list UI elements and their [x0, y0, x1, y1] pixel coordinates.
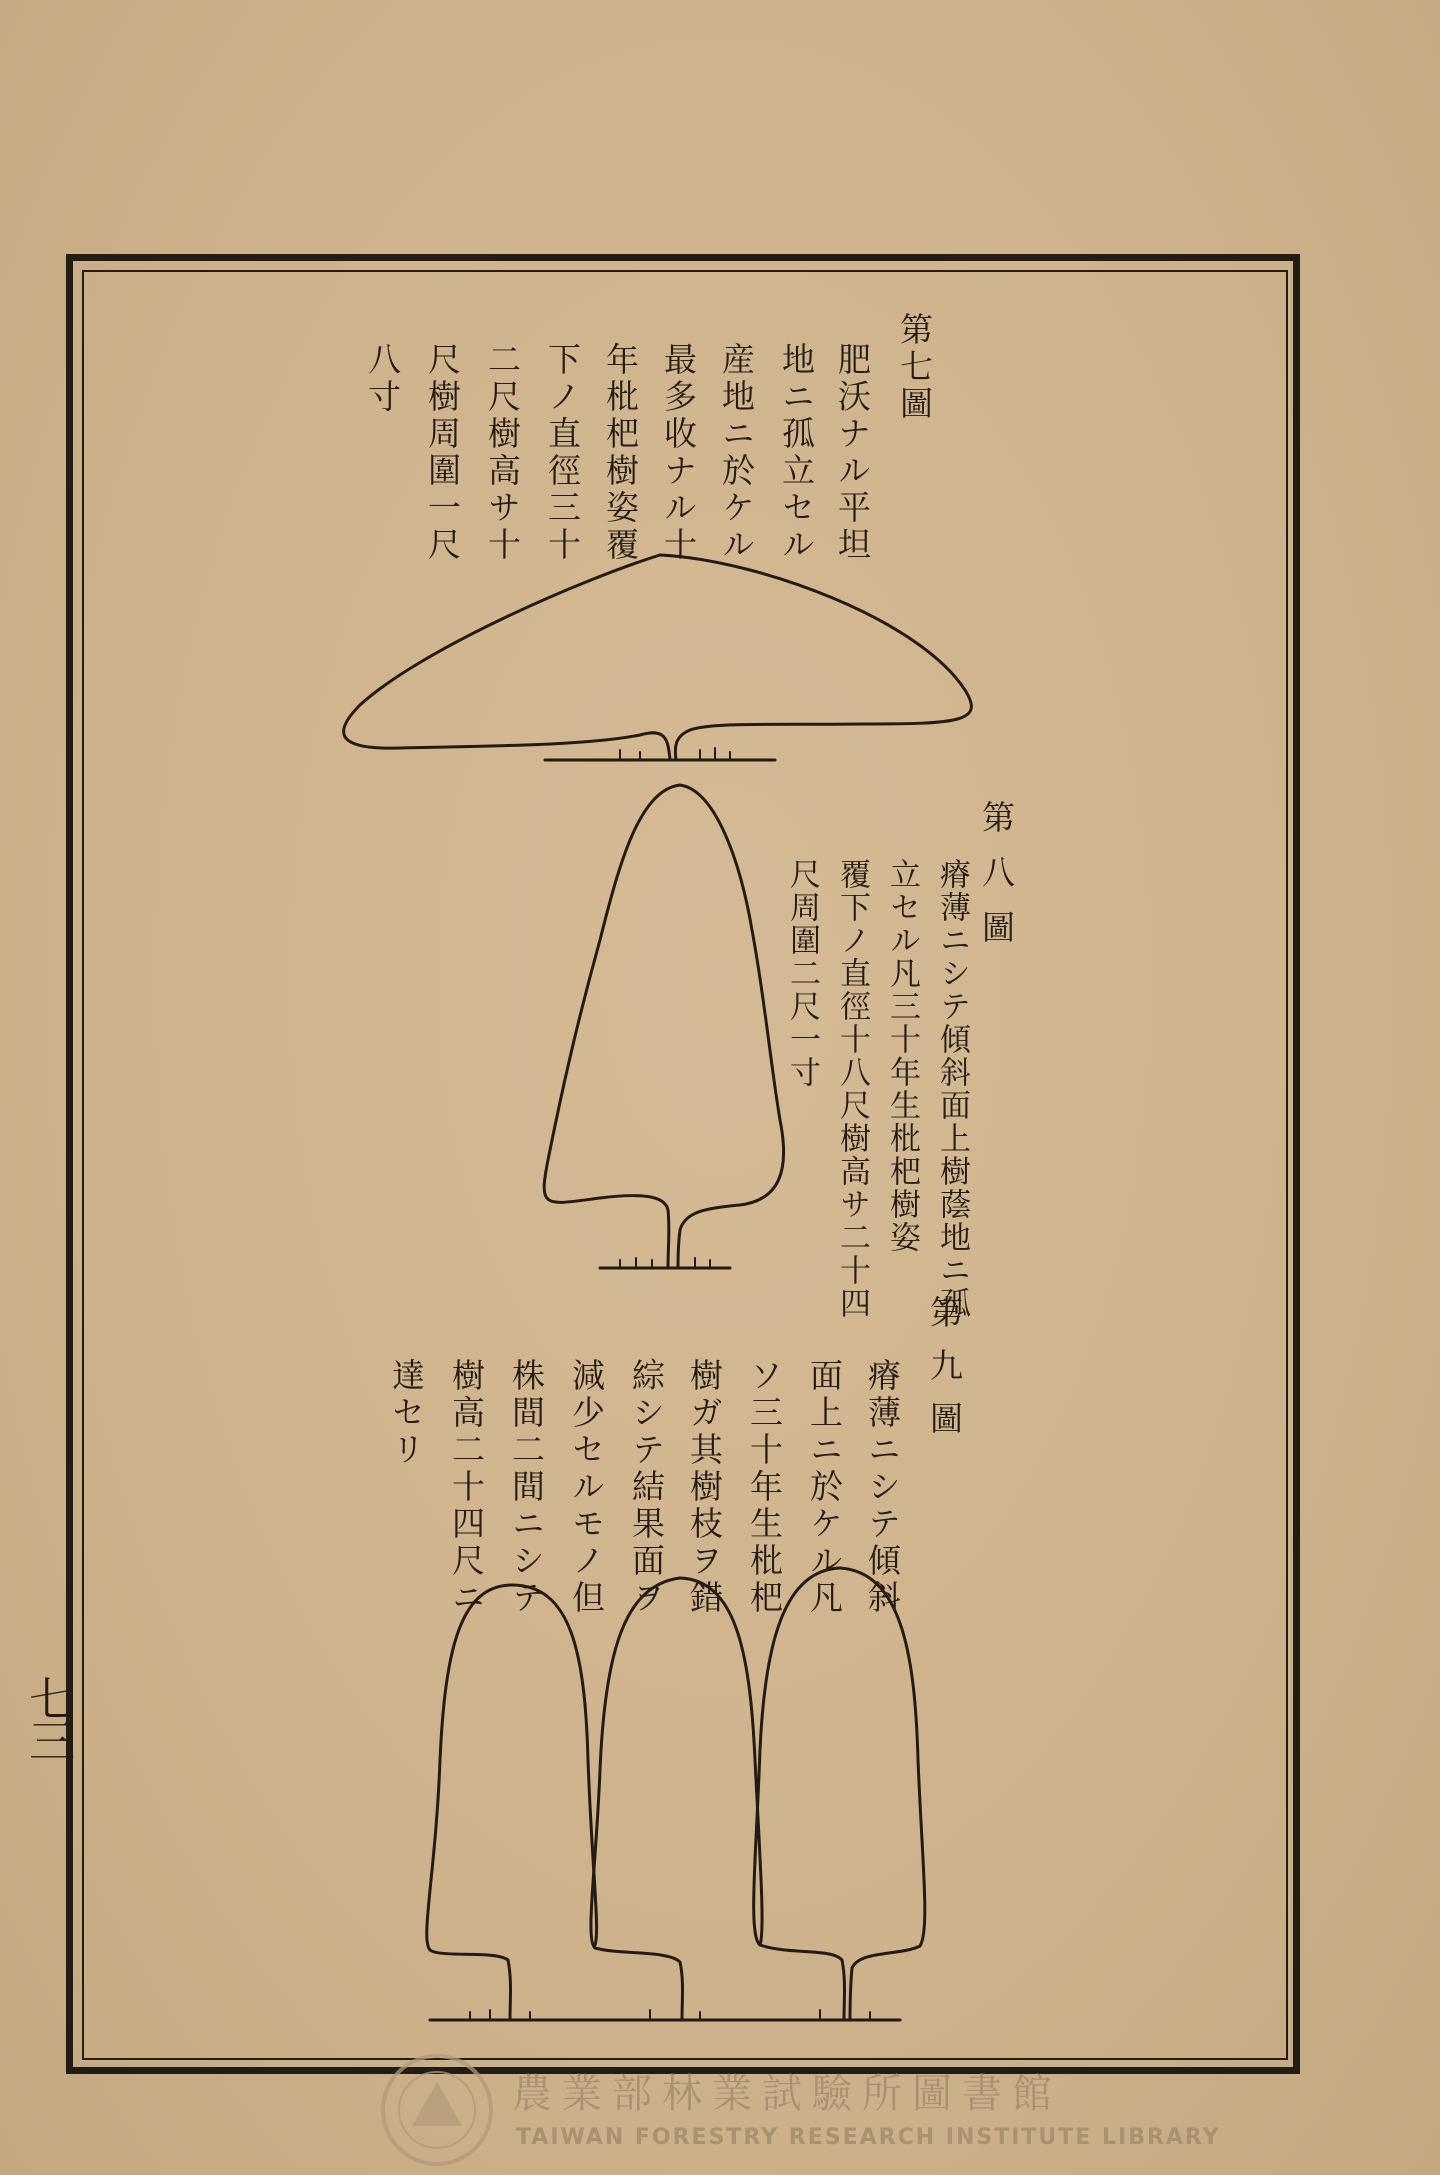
figure8-line: 尺周圍二尺一寸 — [784, 858, 820, 1089]
figure8-line: 瘠薄ニシテ傾斜面上樹蔭地ニ孤 — [934, 858, 970, 1320]
figure7-line: 尺樹周圍一尺 — [423, 342, 462, 564]
figure9-line: 面上ニ於ケル凡 — [805, 1358, 844, 1617]
figure7-title: 第七圖 — [895, 312, 934, 423]
figure7-line: 最多收ナル十 — [659, 342, 698, 564]
figure7-line: 二尺樹高サ十 — [483, 342, 522, 564]
figure7-line: 八寸 — [363, 342, 402, 416]
figure9-line: 樹高二十四尺ニ — [447, 1358, 486, 1617]
figure9-line: 樹ガ其樹枝ヲ錯 — [685, 1358, 724, 1617]
figure9-line: ソ三十年生枇杷 — [745, 1358, 784, 1617]
page-number: 七三 — [22, 1675, 76, 1759]
figure8-title: 第八圖 — [977, 800, 1016, 965]
figure9-line: 減少セルモノ但 — [567, 1358, 606, 1617]
figure7-line: 産地ニ於ケル — [717, 342, 756, 564]
figure9-title: 第九圖 — [925, 1295, 964, 1454]
figure9-line: 綜シテ結果面ヲ — [627, 1358, 666, 1617]
figure9-line: 株間二間ニシテ — [507, 1358, 546, 1617]
figure8-line: 覆下ノ直徑十八尺樹高サ二十四 — [834, 858, 870, 1320]
library-name-zh: 農業部林業試驗所圖書館 — [512, 2071, 1062, 2117]
figure7-line: 年枇杷樹姿覆 — [601, 342, 640, 564]
library-name-en: TAIWAN FORESTRY RESEARCH INSTITUTE LIBRARY — [516, 2125, 1221, 2150]
figure7-line: 地ニ孤立セル — [777, 342, 816, 564]
figure9-line: 達セリ — [387, 1358, 426, 1469]
figure8-line: 立セル凡三十年生枇杷樹姿 — [884, 858, 920, 1254]
figure7-line: 肥沃ナル平坦 — [833, 342, 872, 564]
figure9-line: 瘠薄ニシテ傾斜 — [863, 1358, 902, 1617]
figure7-line: 下ノ直徑三十 — [543, 342, 582, 564]
